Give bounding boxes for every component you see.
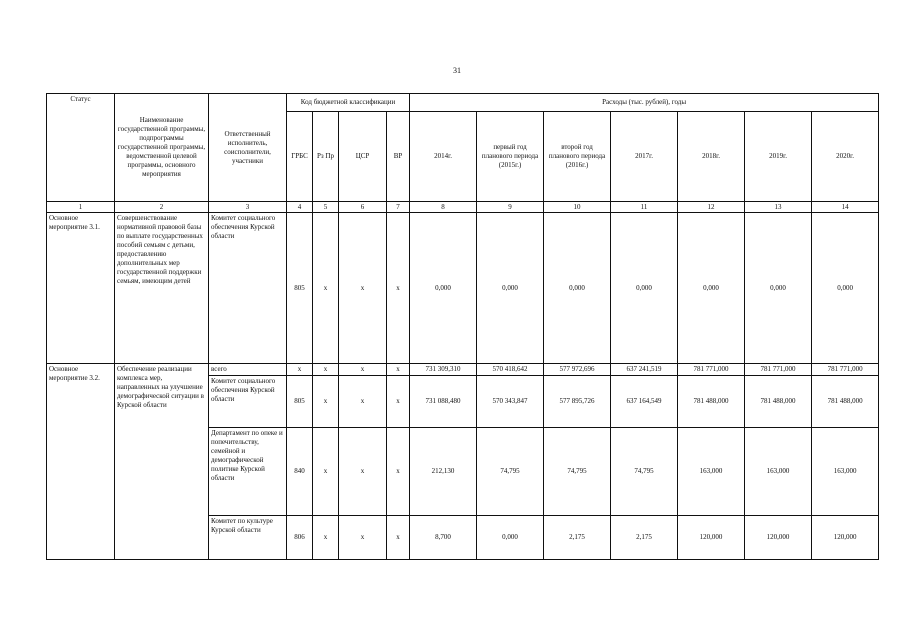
header-2017: 2017г. xyxy=(611,112,678,202)
column-index: 12 xyxy=(678,202,745,213)
value-2016: 0,000 xyxy=(544,213,611,364)
header-expenses: Расходы (тыс. рублей), годы xyxy=(410,94,879,112)
value-2015: 570 418,642 xyxy=(477,364,544,376)
value-2016: 577 972,696 xyxy=(544,364,611,376)
vr-cell: x xyxy=(387,516,410,560)
column-index: 10 xyxy=(544,202,611,213)
header-2018: 2018г. xyxy=(678,112,745,202)
column-index: 8 xyxy=(410,202,477,213)
column-index: 6 xyxy=(339,202,387,213)
header-grbs: ГРБС xyxy=(287,112,313,202)
value-2015: 0,000 xyxy=(477,516,544,560)
executor-cell: Департамент по опеке и попечительству, семейной и демографической политике Курской области xyxy=(209,428,287,516)
vr-cell: x xyxy=(387,364,410,376)
rzpr-cell: x xyxy=(313,376,339,428)
value-2020: 781 488,000 xyxy=(812,376,879,428)
executor-cell: Комитет социального обеспечения Курской области xyxy=(209,376,287,428)
grbs-cell: 805 xyxy=(287,376,313,428)
value-2018: 0,000 xyxy=(678,213,745,364)
value-2017: 637 164,549 xyxy=(611,376,678,428)
header-rzpr: Рз Пр xyxy=(313,112,339,202)
header-status: Статус xyxy=(47,94,115,202)
value-2017: 2,175 xyxy=(611,516,678,560)
value-2016: 74,795 xyxy=(544,428,611,516)
value-2017: 74,795 xyxy=(611,428,678,516)
value-2014: 731 088,480 xyxy=(410,376,477,428)
value-2017: 0,000 xyxy=(611,213,678,364)
rzpr-cell: x xyxy=(313,213,339,364)
value-2020: 0,000 xyxy=(812,213,879,364)
value-2019: 163,000 xyxy=(745,428,812,516)
column-index: 11 xyxy=(611,202,678,213)
column-index: 9 xyxy=(477,202,544,213)
vr-cell: x xyxy=(387,428,410,516)
header-2016: второй год планового периода (2016г.) xyxy=(544,112,611,202)
grbs-cell: 840 xyxy=(287,428,313,516)
table-row xyxy=(47,364,879,376)
value-2015: 0,000 xyxy=(477,213,544,364)
grbs-cell: 805 xyxy=(287,213,313,364)
value-2018: 120,000 xyxy=(678,516,745,560)
header-csr: ЦСР xyxy=(339,112,387,202)
value-2018: 163,000 xyxy=(678,428,745,516)
value-2019: 120,000 xyxy=(745,516,812,560)
program-name-cell: Обеспечение реализации комплекса мер, направленных на улучшение демографической ситуации в Курской области xyxy=(115,364,209,560)
header-2015: первый год планового периода (2015г.) xyxy=(477,112,544,202)
status-cell: Основное мероприятие 3.2. xyxy=(47,364,115,560)
header-responsible: Ответственный исполнитель, соисполнители, участники xyxy=(209,94,287,202)
value-2014: 731 309,310 xyxy=(410,364,477,376)
column-index: 3 xyxy=(209,202,287,213)
budget-table xyxy=(46,93,879,560)
grbs-cell: 806 xyxy=(287,516,313,560)
header-vr: ВР xyxy=(387,112,410,202)
csr-cell: x xyxy=(339,213,387,364)
executor-cell: Комитет социального обеспечения Курской области xyxy=(209,213,287,364)
rzpr-cell: x xyxy=(313,516,339,560)
column-index: 1 xyxy=(47,202,115,213)
csr-cell: x xyxy=(339,376,387,428)
column-index: 4 xyxy=(287,202,313,213)
column-index: 5 xyxy=(313,202,339,213)
header-program-name: Наименование государственной программы, подпрограммы государственной программы, ведомственной целевой программы, основного мероприятия xyxy=(115,94,209,202)
column-index: 13 xyxy=(745,202,812,213)
value-2014: 8,700 xyxy=(410,516,477,560)
rzpr-cell: x xyxy=(313,364,339,376)
value-2020: 120,000 xyxy=(812,516,879,560)
value-2017: 637 241,519 xyxy=(611,364,678,376)
header-2020: 2020г. xyxy=(812,112,879,202)
value-2018: 781 771,000 xyxy=(678,364,745,376)
program-name-cell: Совершенствование нормативной правовой базы по выплате государственных пособий семьям с детьми, предоставлению дополнительных мер государственной поддержки семьям, имеющим детей xyxy=(115,213,209,364)
value-2016: 2,175 xyxy=(544,516,611,560)
table-row xyxy=(47,213,879,364)
vr-cell: x xyxy=(387,376,410,428)
grbs-cell: x xyxy=(287,364,313,376)
value-2019: 781 488,000 xyxy=(745,376,812,428)
column-index: 14 xyxy=(812,202,879,213)
column-index: 2 xyxy=(115,202,209,213)
column-index-row xyxy=(47,202,879,213)
value-2019: 0,000 xyxy=(745,213,812,364)
header-budget-code: Код бюджетной классификации xyxy=(287,94,410,112)
executor-cell: Комитет по культуре Курской области xyxy=(209,516,287,560)
csr-cell: x xyxy=(339,428,387,516)
value-2016: 577 895,726 xyxy=(544,376,611,428)
rzpr-cell: x xyxy=(313,428,339,516)
value-2015: 74,795 xyxy=(477,428,544,516)
header-2014: 2014г. xyxy=(410,112,477,202)
executor-cell: всего xyxy=(209,364,287,376)
value-2019: 781 771,000 xyxy=(745,364,812,376)
value-2015: 570 343,847 xyxy=(477,376,544,428)
csr-cell: x xyxy=(339,364,387,376)
value-2020: 163,000 xyxy=(812,428,879,516)
status-cell: Основное мероприятие 3.1. xyxy=(47,213,115,364)
value-2020: 781 771,000 xyxy=(812,364,879,376)
csr-cell: x xyxy=(339,516,387,560)
column-index: 7 xyxy=(387,202,410,213)
value-2018: 781 488,000 xyxy=(678,376,745,428)
value-2014: 0,000 xyxy=(410,213,477,364)
vr-cell: x xyxy=(387,213,410,364)
page-number: 31 xyxy=(453,66,461,75)
header-2019: 2019г. xyxy=(745,112,812,202)
value-2014: 212,130 xyxy=(410,428,477,516)
